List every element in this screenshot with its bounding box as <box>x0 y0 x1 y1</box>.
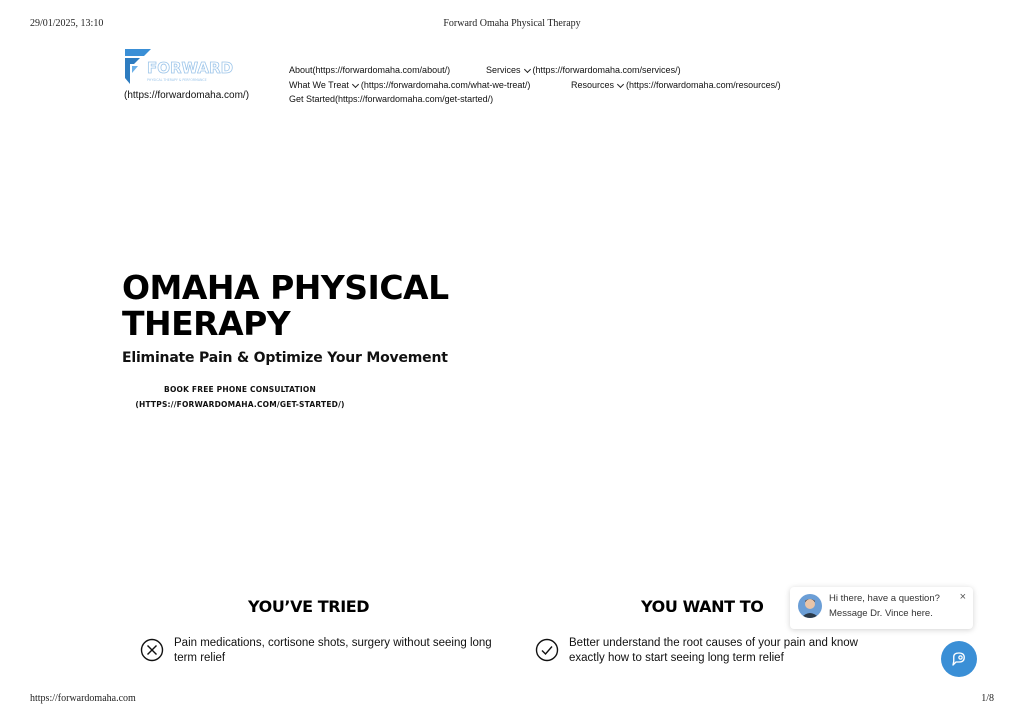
nav-what-we-treat-link[interactable] <box>289 78 530 93</box>
close-icon[interactable]: × <box>959 591 966 603</box>
chevron-down-icon <box>352 81 359 88</box>
nav-about-link[interactable]: About(https://forwardomaha.com/about/) <box>289 65 451 75</box>
logo-link[interactable] <box>122 46 252 104</box>
nav-resources-label: Resources <box>571 79 615 90</box>
chevron-down-icon <box>523 66 530 73</box>
chat-greeting-bubble[interactable] <box>790 587 973 629</box>
print-datetime: 29/01/2025, 13:10 <box>30 18 104 29</box>
chevron-down-icon <box>617 81 624 88</box>
youve-tried-text: Pain medications, cortisone shots, surgery without seeing long term relief <box>174 637 492 664</box>
chat-greeting-line2: Message Dr. Vince here. <box>829 608 933 619</box>
hero-title-line1: OMAHA PHYSICAL <box>122 268 449 307</box>
hero-title-line2: THERAPY <box>122 304 291 343</box>
chat-greeting-line1: Hi there, have a question? <box>829 593 940 604</box>
nav-what-we-treat-url: (https://forwardomaha.com/what-we-treat/) <box>360 79 531 90</box>
hero-title <box>122 270 482 342</box>
print-url: https://forwardomaha.com <box>30 693 136 704</box>
cta-url: (HTTPS://FORWARDOMAHA.COM/GET-STARTED/) <box>135 399 345 409</box>
nav-what-we-treat-label: What We Treat <box>289 79 349 90</box>
logo-brand-text: FORWARD <box>147 59 234 77</box>
hero-subtitle: Eliminate Pain & Optimize Your Movement <box>122 350 448 366</box>
youve-tried-heading: YOU’VE TRIED <box>248 597 370 616</box>
book-consultation-button[interactable] <box>122 383 358 412</box>
nav-resources-url: (https://forwardomaha.com/resources/) <box>626 79 781 90</box>
nav-services-label: Services <box>486 65 521 75</box>
print-page-number: 1/8 <box>981 693 994 704</box>
chat-launcher-button[interactable] <box>941 641 977 677</box>
logo-tagline-text: PHYSICAL THERAPY & PERFORMANCE <box>147 78 207 82</box>
cta-label: BOOK FREE PHONE CONSULTATION <box>164 385 316 394</box>
you-want-to-item <box>535 636 895 665</box>
print-document-title: Forward Omaha Physical Therapy <box>443 18 581 29</box>
nav-resources-link[interactable] <box>571 78 781 93</box>
you-want-to-heading: YOU WANT TO <box>641 597 764 616</box>
avatar <box>798 594 822 618</box>
youve-tried-item <box>140 636 500 665</box>
nav-get-started-link[interactable]: Get Started(https://forwardomaha.com/get-started/) <box>289 94 494 104</box>
nav-services-link[interactable] <box>486 63 681 78</box>
x-circle-icon <box>140 638 164 662</box>
nav-services-url: (https://forwardomaha.com/services/) <box>532 65 681 75</box>
forward-logo <box>122 46 252 86</box>
logo-url: (https://forwardomaha.com/) <box>124 90 250 101</box>
check-circle-icon <box>535 638 559 662</box>
chat-icon <box>950 650 968 668</box>
you-want-to-text: Better understand the root causes of your pain and know exactly how to start seeing long term relief <box>569 637 858 664</box>
